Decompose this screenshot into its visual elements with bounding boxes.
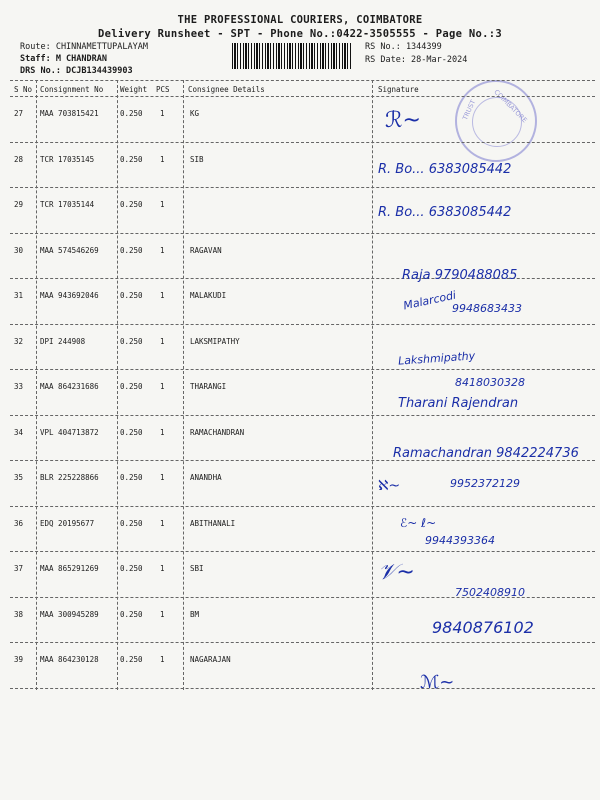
cell-consignee: SIB [190,154,204,164]
cell-sno: 30 [14,245,24,255]
cell-weight: 0.250 [120,245,143,255]
cell-consignee: BM [190,609,200,619]
cell-consignment: TCR 17035145 [40,154,95,164]
signature-31-phone: 9948683433 [452,302,522,315]
signature-scribble-36: ℰ~ ℓ~ [400,516,437,530]
stamp-text-top: COIMBATORE [492,88,529,125]
signature-30: Raja 9790488085 [402,268,518,283]
col-divider-consignment [117,80,118,690]
row-divider [10,187,595,188]
cell-consignee: MALAKUDI [190,291,227,300]
cell-consignee: ABITHANALI [190,518,236,528]
cell-weight: 0.250 [120,291,143,300]
col-header-pcs: PCS [156,85,170,94]
cell-weight: 0.250 [120,336,143,346]
signature-scribble-37: 𝒱~ [378,560,415,585]
signature-37-phone: 7502408910 [455,586,525,599]
cell-pcs: 1 [160,609,165,619]
row-divider [10,688,595,689]
cell-consignee: NAGARAJAN [190,655,231,664]
cell-weight: 0.250 [120,382,143,391]
cell-consignment: MAA 300945289 [40,609,99,619]
cell-weight: 0.250 [120,609,143,619]
row-divider [10,642,595,643]
cell-pcs: 1 [160,655,165,664]
signature-31-name: Malarcodi [402,288,458,313]
signature-scribble-27: ℛ~ [385,108,421,133]
drs-number: DRS No.: DCJB134439903 [20,66,133,76]
signature-scribble-35: ℵ~ [378,478,401,494]
cell-consignment: VPL 404713872 [40,427,99,437]
cell-consignment: BLR 225228866 [40,473,99,482]
cell-sno: 38 [14,609,24,619]
cell-pcs: 1 [160,200,165,209]
cell-sno: 27 [14,109,24,118]
signature-35-phone: 9952372129 [450,477,520,490]
signature-28: R. Bo... 6383085442 [378,162,512,177]
col-header-signature: Signature [378,85,419,94]
cell-weight: 0.250 [120,518,143,528]
col-header-consignee: Consignee Details [188,85,265,94]
cell-pcs: 1 [160,291,165,300]
signature-33: Tharani Rajendran [398,396,519,411]
barcode [232,43,352,69]
signature-29: R. Bo... 6383085442 [378,205,512,220]
cell-consignment: DPI 244908 [40,336,86,346]
rs-date: RS Date: 28-Mar-2024 [365,55,468,65]
col-divider-consignee [372,80,373,690]
cell-sno: 37 [14,564,24,573]
cell-pcs: 1 [160,564,165,573]
cell-sno: 39 [14,655,24,664]
cell-pcs: 1 [160,109,165,118]
cell-consignment: MAA 865291269 [40,564,99,573]
cell-weight: 0.250 [120,200,143,209]
row-divider [10,233,595,234]
staff-label: Staff: M CHANDRAN [20,54,107,64]
header-top-rule [10,80,595,81]
cell-pcs: 1 [160,245,165,255]
cell-consignee: RAMACHANDRAN [190,427,245,437]
cell-sno: 29 [14,200,24,209]
row-divider [10,415,595,416]
cell-consignment: EDQ 20195677 [40,518,95,528]
cell-pcs: 1 [160,473,165,482]
cell-consignee: LAKSMIPATHY [190,336,240,346]
cell-pcs: 1 [160,154,165,164]
cell-pcs: 1 [160,382,165,391]
signature-32: Lakshmipathy [397,349,476,368]
signature-33-phone: 8418030328 [455,376,525,389]
col-divider-pcs [183,80,184,690]
company-title: THE PROFESSIONAL COURIERS, COIMBATORE [177,14,423,26]
header-bottom-rule [10,96,595,97]
cell-pcs: 1 [160,427,165,437]
signature-scribble-39: ℳ~ [420,672,455,693]
route-label: Route: CHINNAMETTUPALAYAM [20,42,148,52]
col-divider-sno [36,80,37,690]
cell-sno: 36 [14,518,24,528]
row-divider [10,551,595,552]
cell-consignment: TCR 17035144 [40,200,95,209]
cell-consignee: SBI [190,564,204,573]
stamp-text-left: TRUST [461,98,478,122]
cell-consignee: THARANGI [190,382,227,391]
signature-34: Ramachandran 9842224736 [393,446,579,461]
cell-sno: 31 [14,291,24,300]
row-divider [10,369,595,370]
row-divider [10,324,595,325]
cell-sno: 35 [14,473,24,482]
cell-pcs: 1 [160,518,165,528]
cell-sno: 32 [14,336,24,346]
cell-consignment: MAA 703815421 [40,109,99,118]
signature-38: 9840876102 [432,618,534,637]
cell-pcs: 1 [160,336,165,346]
cell-sno: 28 [14,154,24,164]
rs-number: RS No.: 1344399 [365,42,442,52]
cell-consignment: MAA 864230128 [40,655,99,664]
runsheet-subtitle: Delivery Runsheet - SPT - Phone No.:0422-3505555 - Page No.:3 [98,28,502,40]
cell-weight: 0.250 [120,154,143,164]
cell-consignee: KG [190,109,200,118]
cell-consignment: MAA 574546269 [40,245,99,255]
cell-weight: 0.250 [120,473,143,482]
col-header-sno: S No [14,85,33,94]
col-header-weight: Weight [120,85,148,94]
cell-consignee: ANANDHA [190,473,222,482]
row-divider [10,506,595,507]
cell-sno: 33 [14,382,24,391]
cell-consignment: MAA 864231686 [40,382,99,391]
cell-sno: 34 [14,427,24,437]
cell-weight: 0.250 [120,427,143,437]
signature-36-phone: 9944393364 [425,534,495,547]
col-header-consignment: Consignment No [40,85,104,94]
stamp-seal [455,80,537,162]
cell-weight: 0.250 [120,564,143,573]
row-divider [10,142,595,143]
cell-consignment: MAA 943692046 [40,291,99,300]
cell-weight: 0.250 [120,655,143,664]
cell-weight: 0.250 [120,109,143,118]
cell-consignee: RAGAVAN [190,245,222,255]
